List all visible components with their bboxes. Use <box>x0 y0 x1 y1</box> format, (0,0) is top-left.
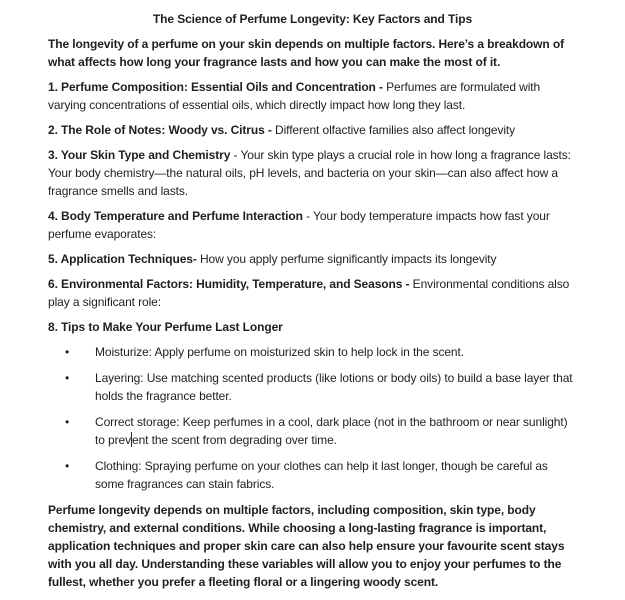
tip-item-moisturize <box>48 343 577 361</box>
bullet-icon: • <box>65 459 70 473</box>
tip-text-before-caret: Correct storage: Keep perfumes in a cool, dark place (not in the bathroom or near sunlight) to prev <box>95 415 568 447</box>
factor-paragraph-1 <box>48 78 577 114</box>
factor-6-text: Environmental conditions also play a significant role: <box>48 277 570 309</box>
tip-item-layering <box>48 369 577 405</box>
tip-text: Layering: Use matching scented products (like lotions or body oils) to build a base layer that holds the fragrance better. <box>95 371 573 403</box>
factor-5-text: How you apply perfume significantly impacts its longevity <box>196 252 497 266</box>
tip-item-clothing <box>48 457 577 493</box>
factor-1-heading: 1. Perfume Composition: Essential Oils and Concentration - <box>48 80 383 94</box>
factor-paragraph-5 <box>48 250 577 268</box>
tip-item-correct-storage <box>48 413 577 449</box>
factor-3-text: - Your skin type plays a crucial role in how long a fragrance lasts: Your body chemistry—the natural oils, pH levels, and bacteria on your skin—can also affect how a fragrance smells and lasts. <box>48 148 571 198</box>
factor-paragraph-4 <box>48 207 577 243</box>
factor-paragraph-2 <box>48 121 577 139</box>
bullet-icon: • <box>65 415 70 429</box>
tips-list <box>48 343 577 493</box>
factor-4-heading: 4. Body Temperature and Perfume Interaction <box>48 209 303 223</box>
factor-1-text: Perfumes are formulated with varying concentrations of essential oils, which directly impact how long they last. <box>48 80 541 112</box>
factor-paragraph-3 <box>48 146 577 200</box>
tip-text: Moisturize: Apply perfume on moisturized skin to help lock in the scent. <box>95 345 464 359</box>
tip-text: Clothing: Spraying perfume on your clothes can help it last longer, though be careful as some fragrances can stain fabrics. <box>95 459 548 491</box>
closing-paragraph: Perfume longevity depends on multiple factors, including composition, skin type, body chemistry, and external conditions. While choosing a long-lasting fragrance is important, application techniques and proper skin care can also help ensure your favourite scent stays with you all day. Understanding these variables will allow you to enjoy your perfumes to the fullest, whether you prefer a fleeting floral or a lingering woody scent. <box>48 503 565 589</box>
factor-5-heading: 5. Application Techniques- <box>48 252 197 266</box>
factor-3-heading: 3. Your Skin Type and Chemistry <box>48 148 231 162</box>
factor-paragraph-6 <box>48 275 577 311</box>
factor-6-heading: 6. Environmental Factors: Humidity, Temperature, and Seasons - <box>48 277 410 291</box>
bullet-icon: • <box>65 345 70 359</box>
factor-2-text: Different olfactive families also affect longevity <box>271 123 516 137</box>
intro-paragraph: The longevity of a perfume on your skin depends on multiple factors. Here’s a breakdown of what affects how long your fragrance lasts and how you can make the most of it. <box>48 37 564 69</box>
factor-4-text: - Your body temperature impacts how fast your perfume evaporates: <box>48 209 550 241</box>
bullet-icon: • <box>65 371 70 385</box>
tip-text-after-caret: ent the scent from degrading over time. <box>132 433 337 447</box>
factor-2-heading: 2. The Role of Notes: Woody vs. Citrus - <box>48 123 272 137</box>
tips-section-heading: 8. Tips to Make Your Perfume Last Longer <box>48 320 283 334</box>
document-title: The Science of Perfume Longevity: Key Factors and Tips <box>152 12 473 26</box>
